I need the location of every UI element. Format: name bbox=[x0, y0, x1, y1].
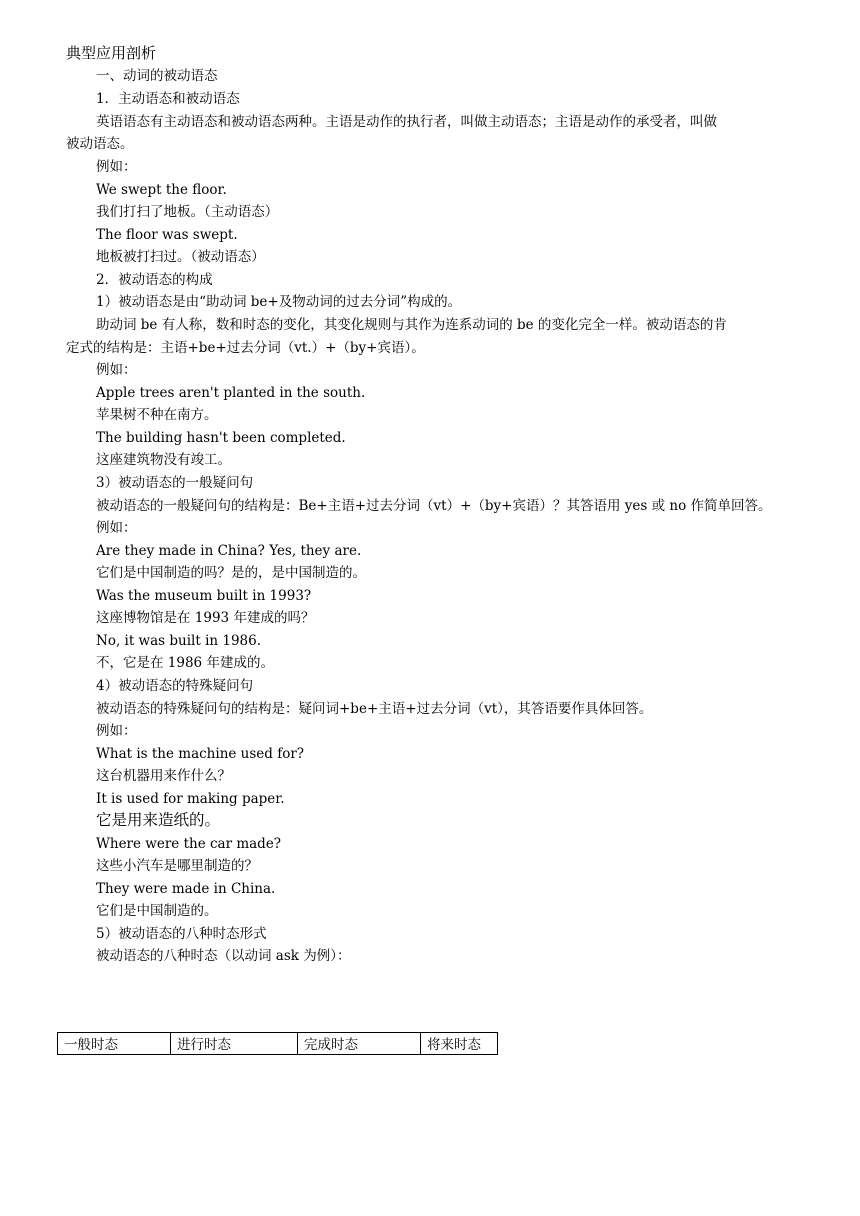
example-label: 例如： bbox=[96, 723, 137, 739]
rule-line: 1）被动语态是由“助动词 be+及物动词的过去分词”构成的。 bbox=[96, 294, 462, 310]
example-chinese: 它们是中国制造的吗？是的，是中国制造的。 bbox=[96, 565, 366, 581]
example-english: Are they made in China? Yes, they are. bbox=[96, 543, 362, 559]
subheading-construction: 2．被动语态的构成 bbox=[96, 272, 213, 288]
example-chinese: 不，它是在 1986 年建成的。 bbox=[96, 655, 274, 671]
paragraph-line: 被动语态。 bbox=[66, 136, 134, 152]
example-chinese: 这座博物馆是在 1993 年建成的吗？ bbox=[96, 610, 315, 626]
example-chinese: 这台机器用来作什么？ bbox=[96, 768, 231, 784]
rule-heading: 3）被动语态的一般疑问句 bbox=[96, 475, 254, 491]
paragraph-line: 助动词 be 有人称，数和时态的变化，其变化规则与其作为连系动词的 be 的变化完全一样。被动语态的肯 bbox=[96, 317, 727, 333]
example-english: They were made in China. bbox=[96, 881, 276, 897]
example-english: Apple trees aren't planted in the south. bbox=[96, 385, 366, 401]
paragraph-line: 定式的结构是：主语+be+过去分词（vt.）+（by+宾语）。 bbox=[66, 340, 425, 356]
example-chinese: 我们打扫了地板。（主动语态） bbox=[96, 204, 279, 220]
example-english: The floor was swept. bbox=[96, 227, 238, 243]
example-chinese: 这座建筑物没有竣工。 bbox=[96, 452, 231, 468]
subheading-active-passive: 1．主动语态和被动语态 bbox=[96, 91, 240, 107]
rule-line: 被动语态的特殊疑问句的结构是：疑问词+be+主语+过去分词（vt），其答语要作具体回答。 bbox=[96, 701, 653, 717]
example-chinese: 它们是中国制造的。 bbox=[96, 903, 218, 919]
rule-heading: 4）被动语态的特殊疑问句 bbox=[96, 678, 254, 694]
table-header-cell: 一般时态 bbox=[58, 1033, 171, 1055]
table-header-row bbox=[58, 1033, 498, 1055]
heading-passive-voice: 一、动词的被动语态 bbox=[96, 68, 218, 84]
table-header-cell: 进行时态 bbox=[171, 1033, 298, 1055]
paragraph-line: 英语语态有主动语态和被动语态两种。主语是动作的执行者，叫做主动语态；主语是动作的承受者，叫做 bbox=[96, 114, 717, 130]
section-title: 典型应用剖析 bbox=[66, 44, 157, 62]
rule-line: 被动语态的八种时态（以动词 ask 为例）： bbox=[96, 948, 351, 964]
example-english: Was the museum built in 1993? bbox=[96, 588, 312, 604]
rule-line: 被动语态的一般疑问句的结构是：Be+主语+过去分词（vt）+（by+宾语）？其答语用 yes 或 no 作简单回答。 bbox=[96, 498, 772, 514]
example-english: We swept the floor. bbox=[96, 182, 227, 198]
table-header-cell: 完成时态 bbox=[298, 1033, 421, 1055]
rule-heading: 5）被动语态的八种时态形式 bbox=[96, 926, 267, 942]
example-label: 例如： bbox=[96, 520, 137, 536]
example-english: What is the machine used for? bbox=[96, 746, 305, 762]
tense-table bbox=[57, 1032, 498, 1055]
example-chinese: 地板被打扫过。（被动语态） bbox=[96, 249, 265, 265]
example-english: No, it was built in 1986. bbox=[96, 633, 262, 649]
table-header-cell: 将来时态 bbox=[421, 1033, 498, 1055]
example-chinese: 它是用来造纸的。 bbox=[96, 811, 221, 829]
example-english: Where were the car made? bbox=[96, 836, 282, 852]
example-english: It is used for making paper. bbox=[96, 791, 285, 807]
example-chinese: 这些小汽车是哪里制造的？ bbox=[96, 858, 258, 874]
example-label: 例如： bbox=[96, 159, 137, 175]
example-chinese: 苹果树不种在南方。 bbox=[96, 407, 218, 423]
example-label: 例如： bbox=[96, 362, 137, 378]
example-english: The building hasn't been completed. bbox=[96, 430, 346, 446]
